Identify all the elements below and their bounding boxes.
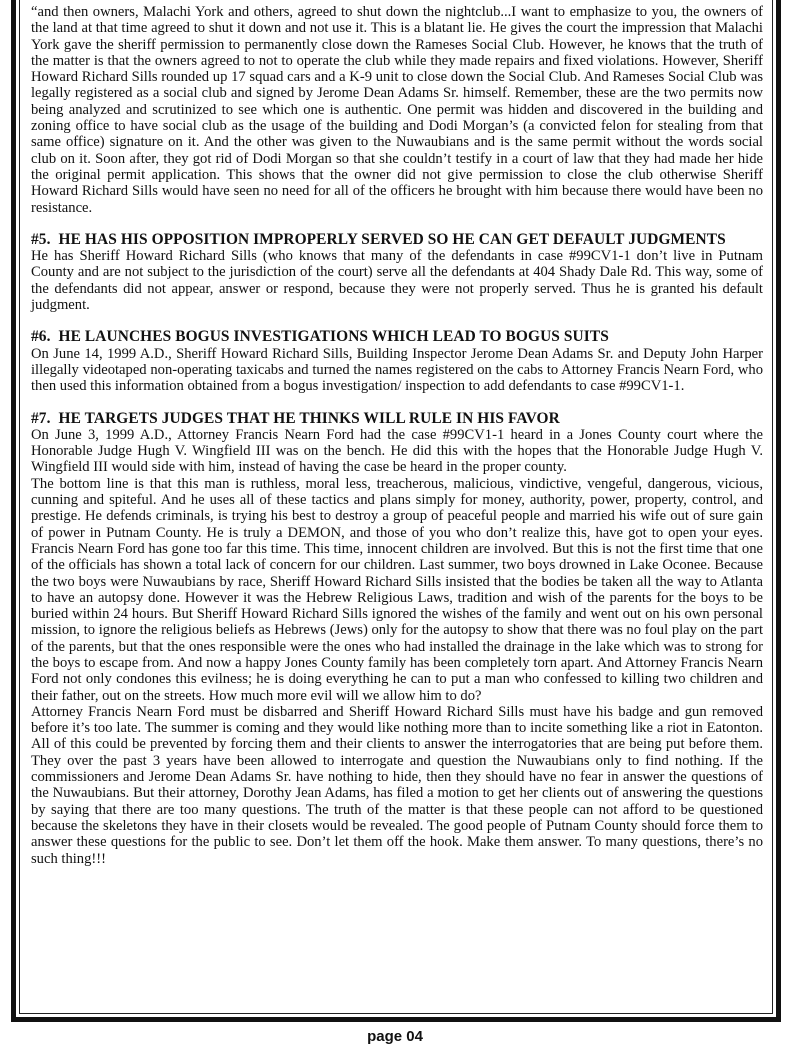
section-body: On June 14, 1999 A.D., Sheriff Howard Richard Sills, Building Inspector Jerome Dean Adams Sr. and Deputy John Harper illegally videotaped non-operating taxicabs and turned the names registered on the cabs to Attorney Francis Nearn Ford, who then used this information obtained from a bogus investigation/ inspection to add defendants to case #99CV1-1.	[31, 345, 763, 395]
section-title: HE LAUNCHES BOGUS INVESTIGATIONS WHICH LEAD TO BOGUS SUITS	[58, 328, 609, 346]
section-6	[31, 329, 763, 394]
page-number: page 04	[367, 1028, 423, 1045]
section-5	[31, 232, 763, 313]
intro-paragraph: “and then owners, Malachi York and others, agreed to shut down the nightclub...I want to emphasize to you, the owners of the land at that time agreed to shut it down and not use it. This is a blatant lie. He gives the court the impression that Malachi York gave the sheriff permission to permanently close down the Rameses Social Club. However, he knows that the truth of the matter is that the owners agreed to not to operate the club while they made repairs and fixed violations. However, Sheriff Howard Richard Sills rounded up 17 squad cars and a K-9 unit to close down the Social Club. And Rameses Social Club was legally registered as a social club and signed by Jerome Dean Adams Sr. himself. Remember, these are the two permits now being analyzed and scrutinized to see which one is authentic. One permit was hidden and discovered in the building and zoning office to have social club as the usage of the building and Dodi Morgan’s (a convicted felon for stealing from that same office) signature on it. And the other was given to the Nuwaubians and is the same permit without the words social club on it. Soon after, they got rid of Dodi Morgan so that she couldn’t testify in a court of law that they had made her hide the original permit application. This shows that the owner did not give permission to close the club otherwise Sheriff Howard Richard Sills would have seen no need for all of the officers he brought with him because there would have been no resistance.	[31, 4, 763, 216]
section-number: #7.	[31, 409, 51, 427]
section-heading	[31, 232, 763, 248]
section-title: HE HAS HIS OPPOSITION IMPROPERLY SERVED SO HE CAN GET DEFAULT JUDGMENTS	[58, 230, 726, 248]
section-body: On June 3, 1999 A.D., Attorney Francis Nearn Ford had the case #99CV1-1 heard in a Jones County court where the Honorable Judge Hugh V. Wingfield III was on the bench. He did this with the hopes that the Honorable Judge Hugh V. Wingfield III would side with him, instead of having the case be heard in the proper county.	[31, 426, 763, 476]
bottom-line-paragraph: The bottom line is that this man is ruthless, moral less, treacherous, malicious, vindictive, vengeful, dangerous, vicious, cunning and spiteful. And he uses all of these tactics and plans simply for money, authority, power, property, control, and prestige. He defends criminals, is trying his best to destroy a group of peaceful people and married his wife out of sure gain of power in Putnam County. He is truly a DEMON, and those of you who don’t realize this, have got to open your eyes. Francis Nearn Ford has gone too far this time. This time, innocent children are involved. But this is not the first time that one of the officials has shown a total lack of concern for our children. Last summer, two boys drowned in Lake Oconee. Because the two boys were Nuwaubians by race, Sheriff Howard Richard Sills insisted that the bodies be taken all the way to Atlanta to have an autopsy done. However it was the Hebrew Religious Laws, tradition and wish of the parents for the boys to be buried within 24 hours. But Sheriff Howard Richard Sills ignored the wishes of the family and went out on his own personal mission, to ignore the religious beliefs as Hebrews (Jews) only for the autopsy to show that there was no foul play on the part of the parents, but that the ones responsible were the ones who had installed the drainage in the lake which was to strong for the boys to escape from. And now a happy Jones County family has been completely torn apart. And Attorney Francis Nearn Ford not only condones this evilness; he is doing everything he can to put a man who confessed to killing two children and their father, out on the streets. How much more evil will we allow him to do?	[31, 475, 763, 704]
section-body: He has Sheriff Howard Richard Sills (who knows that many of the defendants in case #99CV1-1 don’t live in Putnam County and are not subject to the jurisdiction of the court) serve all the defendants at 404 Shady Dale Rd. This way, some of the defendants did not appear, answer or respond, because they were not properly served. Thus he is granted his default judgment.	[31, 248, 763, 314]
article-body	[31, 4, 763, 867]
final-paragraph: Attorney Francis Nearn Ford must be disbarred and Sheriff Howard Richard Sills must have his badge and gun removed before it’s too late. The summer is coming and they would like nothing more than to incite something like a riot in Eatonton. All of this could be prevented by forcing them and their clients to answer the interrogatories that are being put before them. They over the past 3 years have been allowed to interrogate and question the Nuwaubians only to find nothing. If the commissioners and Jerome Dean Adams Sr. have nothing to hide, then they should have no fear in answer the questions of the Nuwaubians. But their attorney, Dorothy Jean Adams, has filed a motion to get her clients out of answering the questions by saying that there are too many questions. The truth of the matter is that these people can not afford to be questioned because the skeletons they have in their closets would be revealed. The good people of Putnam County should force them to answer these questions for the public to see. Don’t let them off the hook. Make them answer. To many questions, there’s no such thing!!!	[31, 703, 763, 867]
section-heading	[31, 329, 763, 345]
section-7	[31, 411, 763, 476]
section-title: HE TARGETS JUDGES THAT HE THINKS WILL RULE IN HIS FAVOR	[58, 409, 560, 427]
section-number: #6.	[31, 328, 51, 346]
section-heading	[31, 411, 763, 427]
section-number: #5.	[31, 230, 51, 248]
